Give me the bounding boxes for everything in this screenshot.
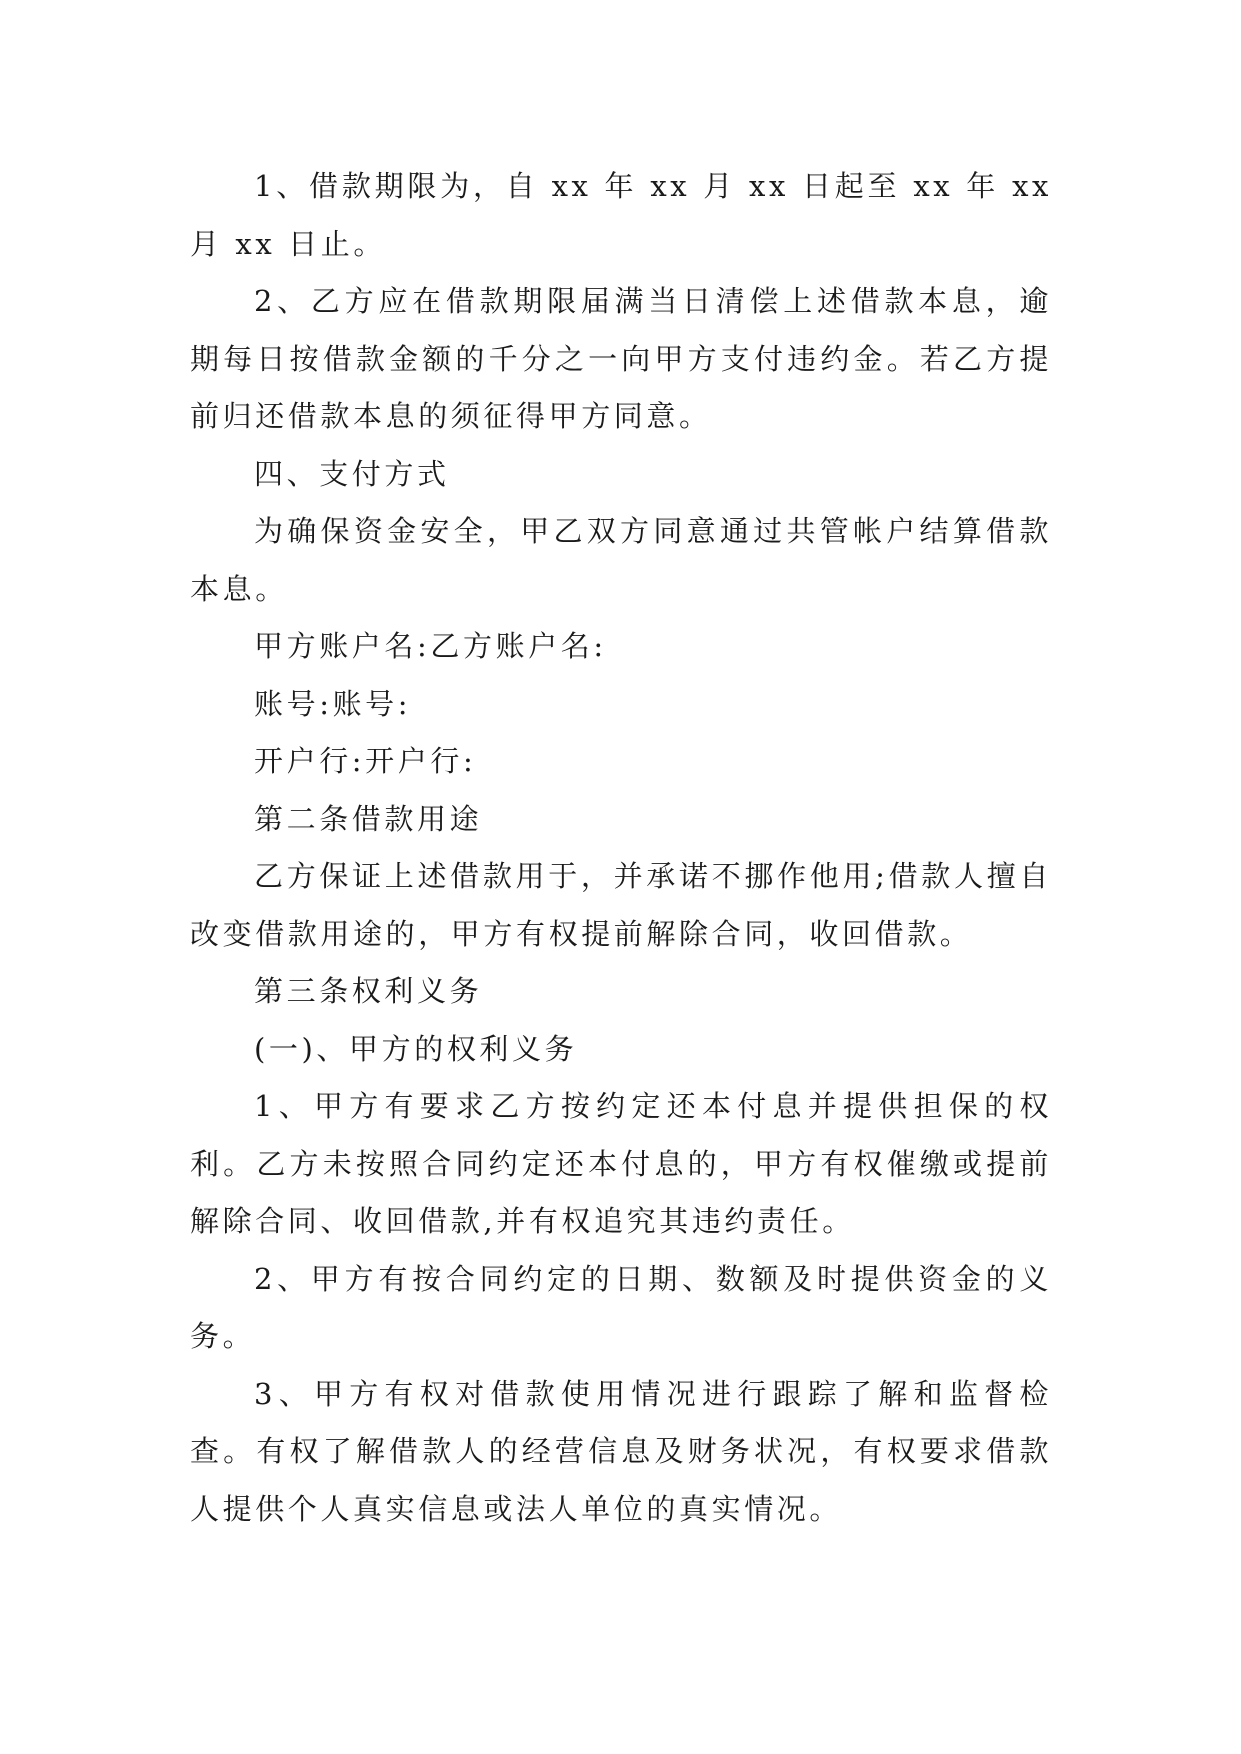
- paragraph-right-2: 2、甲方有按合同约定的日期、数额及时提供资金的义务。: [190, 1261, 1052, 1353]
- document-body: [190, 158, 1052, 1538]
- heading-party-a-rights: (一)、甲方的权利义务: [254, 1031, 578, 1066]
- paragraph-right-1: 1、甲方有要求乙方按约定还本付息并提供担保的权利。乙方未按照合同约定还本付息的，甲方有权催缴或提前解除合同、收回借款,并有权追究其违约责任。: [190, 1089, 1052, 1238]
- paragraph-loan-purpose: 乙方保证上述借款用于，并承诺不挪作他用;借款人擅自改变借款用途的，甲方有权提前解除合同，收回借款。: [190, 859, 1052, 951]
- paragraph-loan-term: 1、借款期限为，自 xx 年 xx 月 xx 日起至 xx 年 xx 月 xx 日止。: [190, 169, 1052, 261]
- paragraph-repayment: 2、乙方应在借款期限届满当日清偿上述借款本息，逾期每日按借款金额的千分之一向甲方支付违约金。若乙方提前归还借款本息的须征得甲方同意。: [190, 284, 1052, 433]
- field-account-numbers: 账号:账号:: [254, 686, 412, 721]
- heading-payment-method: 四、支付方式: [254, 456, 450, 491]
- field-account-names: 甲方账户名:乙方账户名:: [254, 629, 607, 663]
- heading-article-3: 第三条权利义务: [254, 974, 483, 1008]
- paragraph-joint-account: 为确保资金安全，甲乙双方同意通过共管帐户结算借款本息。: [190, 514, 1052, 606]
- heading-article-2: 第二条借款用途: [254, 801, 483, 836]
- paragraph-right-3: 3、甲方有权对借款使用情况进行跟踪了解和监督检查。有权了解借款人的经营信息及财务状况，有权要求借款人提供个人真实信息或法人单位的真实情况。: [190, 1376, 1052, 1526]
- field-opening-banks: 开户行:开户行:: [254, 744, 477, 778]
